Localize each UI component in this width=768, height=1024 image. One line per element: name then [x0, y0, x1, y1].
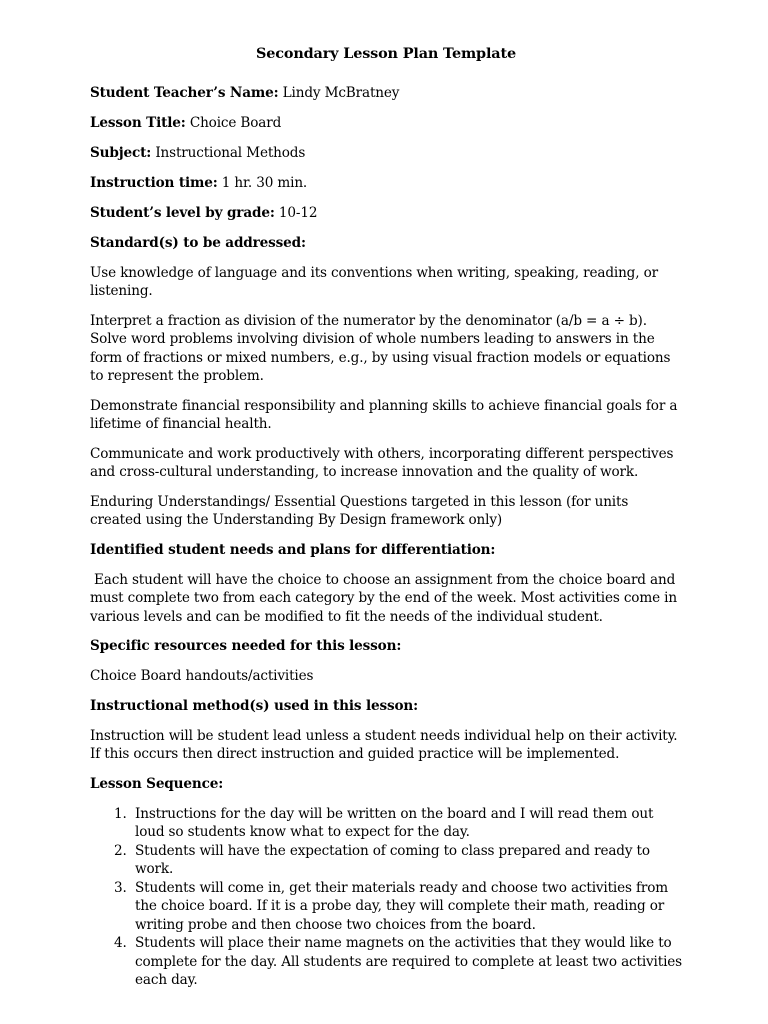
standards-heading: Standard(s) to be addressed: [90, 234, 306, 251]
list-item-text: Students will place their name magnets on the activities that they would like to complete for the day. All students are required to complete at least two activities each day. [135, 935, 682, 988]
list-item [90, 842, 682, 879]
field-label: Instruction time: [90, 174, 218, 191]
list-item-number: 4. [114, 935, 127, 951]
field-label: Student’s level by grade: [90, 204, 275, 221]
standard-paragraph: Use knowledge of language and its conventions when writing, speaking, reading, or listening. [90, 264, 658, 299]
standard-paragraph: Demonstrate financial responsibility and planning skills to achieve financial goals for a lifetime of financial health. [90, 397, 678, 432]
enduring-understandings-paragraph: Enduring Understandings/ Essential Questions targeted in this lesson (for units created using the Understanding By Design framework only) [90, 493, 629, 528]
differentiation-heading: Identified student needs and plans for differentiation: [90, 541, 496, 558]
field-value: 10-12 [278, 204, 318, 221]
field-subject [90, 144, 682, 163]
field-value: Lindy McBratney [282, 84, 400, 101]
methods-text: Instruction will be student lead unless a student needs individual help on their activity. If this occurs then direct instruction and guided practice will be implemented. [90, 727, 678, 762]
list-item-text: Instructions for the day will be written on the board and I will read them out loud so students know what to expect for the day. [135, 805, 654, 840]
list-item-text: Students will have the expectation of coming to class prepared and ready to work. [135, 842, 650, 877]
list-item-number: 2. [114, 842, 127, 859]
standard-paragraph: Communicate and work productively with others, incorporating different perspectives and cross-cultural understanding, to increase innovation and the quality of work. [90, 445, 674, 480]
field-label: Lesson Title: [90, 114, 186, 131]
resources-text: Choice Board handouts/activities [90, 668, 314, 684]
field-value: 1 hr. 30 min. [221, 174, 308, 191]
document-title: Secondary Lesson Plan Template [256, 45, 516, 62]
field-label: Student Teacher’s Name: [90, 84, 279, 101]
list-item-number: 3. [114, 879, 127, 896]
list-item-text: Students will come in, get their materials ready and choose two activities from the choice board. If it is a probe day, they will complete their math, reading or writing probe and then choose two choices from the board. [135, 879, 669, 933]
field-value: Choice Board [189, 114, 282, 131]
list-item [90, 805, 682, 842]
differentiation-text: Each student will have the choice to choose an assignment from the choice board and must complete two from each category by the end of the week. Most activities come in various levels and can be modified to fit the needs of the individual student. [90, 571, 677, 625]
field-grade-level [90, 204, 682, 223]
lesson-plan-page [90, 45, 682, 990]
resources-heading: Specific resources needed for this lesson: [90, 638, 402, 654]
lesson-sequence-heading: Lesson Sequence: [90, 775, 224, 792]
list-item [90, 934, 682, 990]
field-value: Instructional Methods [155, 144, 306, 161]
list-item-number: 1. [114, 805, 127, 822]
methods-heading: Instructional method(s) used in this lesson: [90, 697, 419, 714]
lesson-sequence-list [90, 805, 682, 990]
list-item [90, 879, 682, 935]
field-label: Subject: [90, 144, 152, 161]
field-instruction-time [90, 174, 682, 193]
field-lesson-title [90, 114, 682, 133]
field-student-teacher-name [90, 84, 682, 103]
standard-paragraph: Interpret a fraction as division of the numerator by the denominator (a/b = a ÷ b). Solve word problems involving division of whole numbers leading to answers in the form of fractions or mixed numbers, e.g., by using visual fraction models or equations to represent the problem. [90, 312, 671, 384]
